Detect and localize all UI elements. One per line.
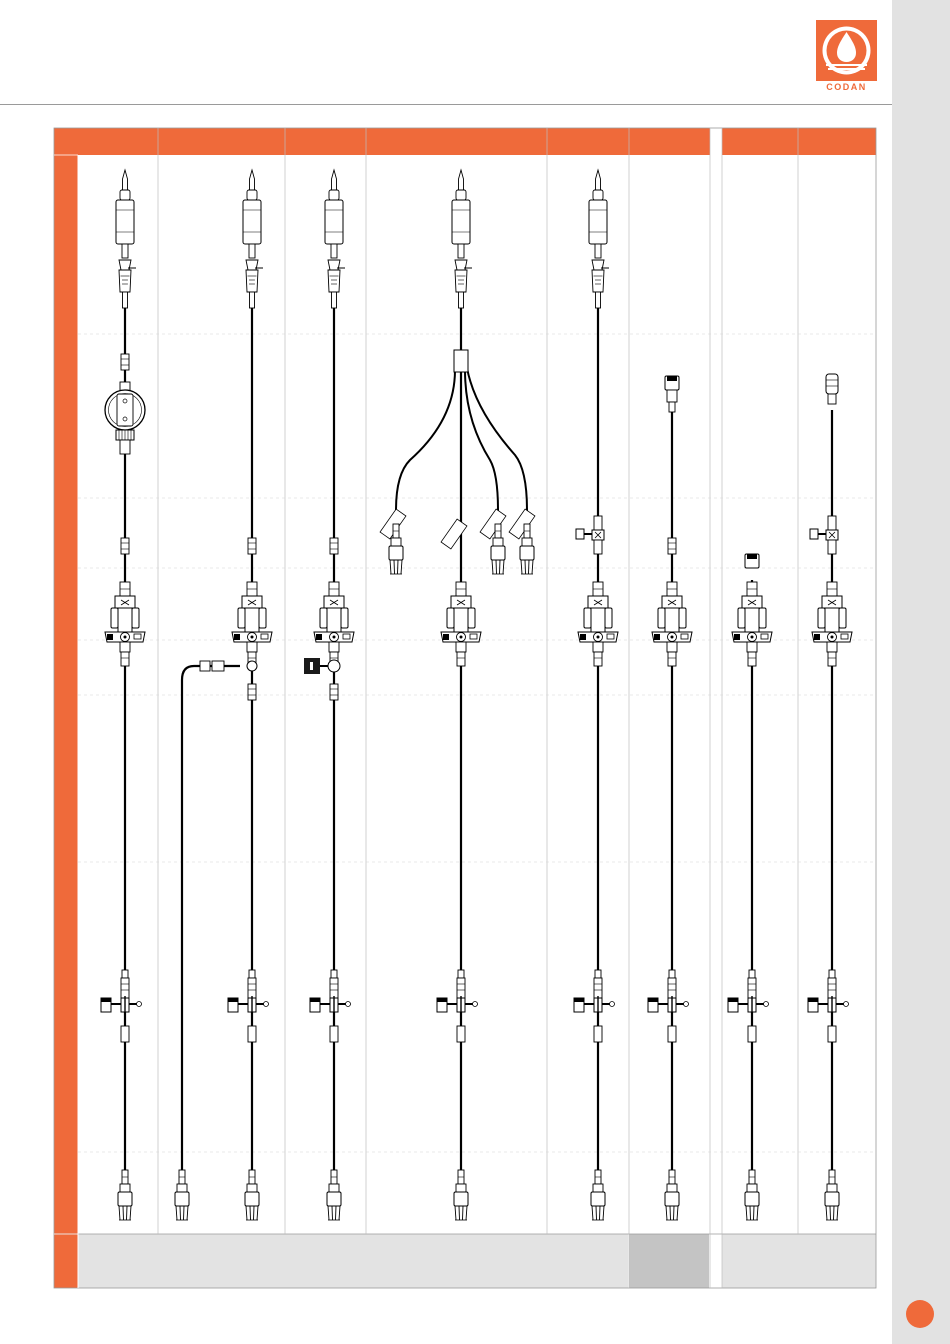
side-band xyxy=(892,0,950,1344)
product-drawing-3 xyxy=(304,170,354,1220)
logo-wordmark: CODAN xyxy=(826,82,867,92)
row-label-column xyxy=(54,128,78,1288)
product-drawing-8 xyxy=(808,374,852,1220)
footer-cell-main xyxy=(78,1234,628,1288)
product-drawing-7 xyxy=(728,554,772,1220)
header-gap xyxy=(710,128,722,155)
product-drawing-6 xyxy=(648,376,692,1220)
footer-cell-right xyxy=(722,1234,876,1288)
footer-cell-mid xyxy=(629,1234,709,1288)
header-row xyxy=(54,128,876,155)
page-number-badge xyxy=(906,1300,934,1328)
